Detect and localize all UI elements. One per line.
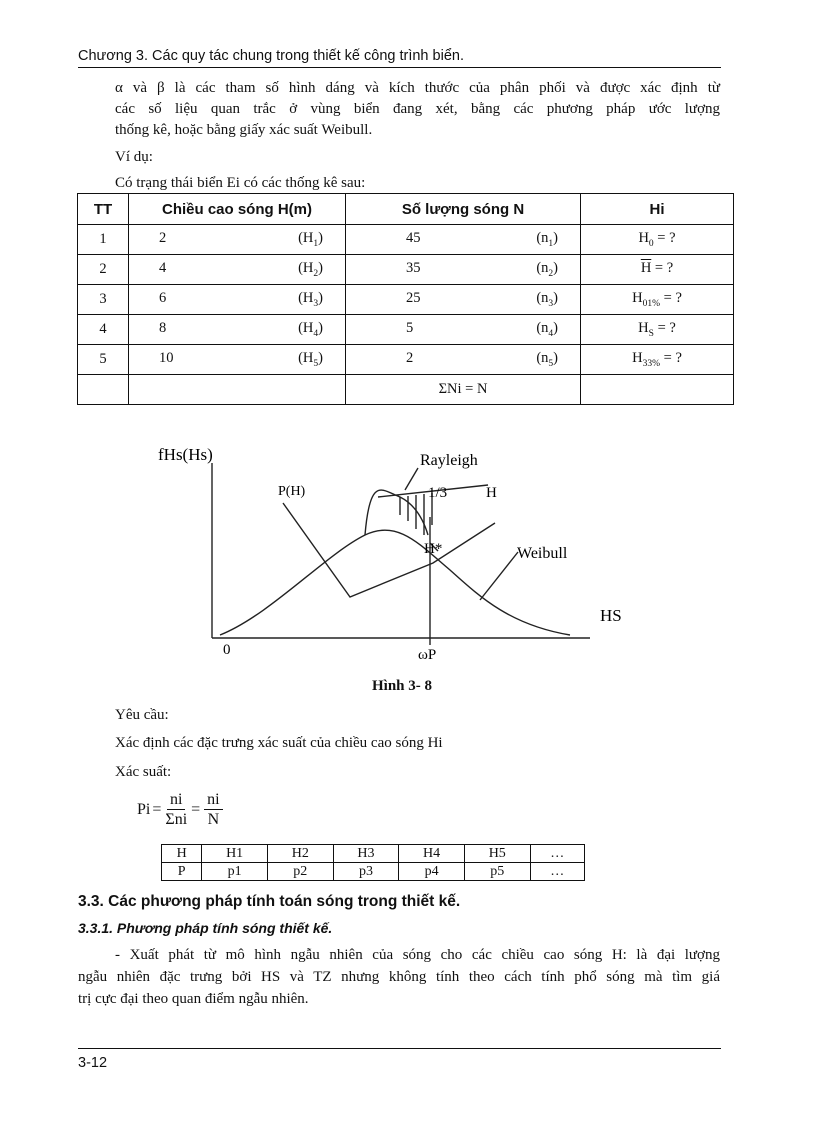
cell-count: 5 $(n_4)$: [346, 315, 581, 345]
cell-height: 10 $(H_5)$: [129, 345, 346, 375]
cell-count: 25 $(n_3)$: [346, 285, 581, 315]
figure-caption: Hình 3- 8: [372, 678, 433, 694]
cell-hi: $H_0$ = ?: [581, 225, 734, 255]
cell: H: [162, 845, 202, 863]
cell-empty: [129, 375, 346, 405]
probability-table: [161, 844, 585, 881]
cell-count: 35 $(n_2)$: [346, 255, 581, 285]
col-header-height: Chiều cao sóng H(m): [129, 194, 346, 225]
intro-line-2: các số liệu quan trắc ở vùng biển đang xét, bằng các phương pháp ước lượng: [115, 101, 720, 117]
table-row: [78, 345, 734, 375]
cell: …: [530, 845, 584, 863]
cell: p4: [399, 863, 465, 881]
section-para-line-3: trị cực đại theo quan điểm ngẫu nhiên.: [78, 991, 309, 1007]
determine-text: Xác định các đặc trưng xác suất của chiều cao sóng Hi: [115, 735, 443, 751]
footer-rule: [78, 1048, 721, 1049]
cell: p5: [464, 863, 530, 881]
origin-label: 0: [223, 642, 231, 658]
cell-empty: [581, 375, 734, 405]
cell: P: [162, 863, 202, 881]
cell-hi: $\overline{H}$ = ?: [581, 255, 734, 285]
cell-tt: 4: [78, 315, 129, 345]
table-row: [78, 285, 734, 315]
cell: H2: [267, 845, 333, 863]
cell-height: 8 $(H_4)$: [129, 315, 346, 345]
cell-sum: ΣNi = N: [346, 375, 581, 405]
cell-tt: 1: [78, 225, 129, 255]
cell-hi: $H_S$ = ?: [581, 315, 734, 345]
cell-hi: $H_{01\%}$ = ?: [581, 285, 734, 315]
cell: H4: [399, 845, 465, 863]
x-axis-label: HS: [600, 606, 622, 625]
cell: H3: [333, 845, 399, 863]
example-label: Ví dụ:: [115, 149, 153, 165]
probability-label: Xác suất:: [115, 764, 172, 780]
page-number: 3-12: [78, 1055, 108, 1071]
wave-stats-table: [77, 193, 734, 405]
col-header-tt: TT: [78, 194, 129, 225]
section-heading: 3.3. Các phương pháp tính toán sóng trong thiết kế.: [78, 893, 461, 910]
cell: H5: [464, 845, 530, 863]
cell-height: 6 $(H_3)$: [129, 285, 346, 315]
cell-tt: 2: [78, 255, 129, 285]
wave-distribution-figure: [150, 435, 650, 675]
intro-line-1: α và β là các tham số hình dáng và kích thước của phân phối và được xác định từ: [115, 80, 720, 96]
rayleigh-curve: [365, 490, 428, 535]
table-row: [162, 863, 585, 881]
subsection-heading: 3.3.1. Phương pháp tính sóng thiết kế.: [78, 920, 333, 936]
cell-height: 2 $(H_1)$: [129, 225, 346, 255]
table-row: [78, 315, 734, 345]
formula-den1: Σni: [165, 811, 188, 828]
cell: H1: [202, 845, 268, 863]
table-row: [78, 255, 734, 285]
col-header-hi: Hi: [581, 194, 734, 225]
formula-num1: ni: [167, 790, 185, 810]
y-axis-label: fHs(Hs): [158, 445, 213, 464]
requirement-label: Yêu cầu:: [115, 707, 169, 723]
table-row: [162, 845, 585, 863]
state-intro: Có trạng thái biển Ei có các thống kê sau:: [115, 175, 366, 191]
table-header-row: [78, 194, 734, 225]
cell-tt: 3: [78, 285, 129, 315]
h-label: H: [486, 485, 497, 501]
cell: p2: [267, 863, 333, 881]
cell: p1: [202, 863, 268, 881]
rayleigh-label: Rayleigh: [420, 452, 478, 469]
section-para-line-2: ngẫu nhiên đặc trưng bởi HS và TZ nhưng không tính theo cách tính phổ sóng mà tìm giá: [78, 969, 720, 985]
table-row: [78, 375, 734, 405]
formula-den2: N: [207, 811, 220, 828]
probability-formula: Pi = ni Σni = $\frac{ni}{N}$: [137, 790, 225, 829]
hstar-label: H*: [424, 541, 443, 557]
intro-line-3: thống kê, hoặc bằng giấy xác suất Weibull.: [115, 122, 373, 138]
cell-count: 2 $(n_5)$: [346, 345, 581, 375]
cell-height: 4 $(H_2)$: [129, 255, 346, 285]
p-label: P(H): [278, 484, 306, 499]
table-row: [78, 225, 734, 255]
cell-empty: [78, 375, 129, 405]
cell: …: [530, 863, 584, 881]
cell: p3: [333, 863, 399, 881]
cell-count: 45 $(n_1)$: [346, 225, 581, 255]
cell-tt: 5: [78, 345, 129, 375]
formula-lhs: Pi: [137, 800, 151, 818]
formula-num2: ni: [204, 790, 222, 810]
third-label: 1/3: [428, 485, 448, 501]
p-curve: [283, 503, 495, 597]
omega-label: ωP: [418, 647, 437, 663]
cell-hi: $H_{33\%}$ = ?: [581, 345, 734, 375]
header-rule: [78, 67, 721, 68]
weibull-label: Weibull: [517, 545, 568, 562]
chapter-header: Chương 3. Các quy tác chung trong thiết kế công trình biển.: [78, 48, 464, 64]
section-para-line-1: - Xuất phát từ mô hình ngẫu nhiên của sóng cho các chiều cao sóng H: là đại lượng: [115, 947, 720, 963]
col-header-count: Số lượng sóng N: [346, 194, 581, 225]
